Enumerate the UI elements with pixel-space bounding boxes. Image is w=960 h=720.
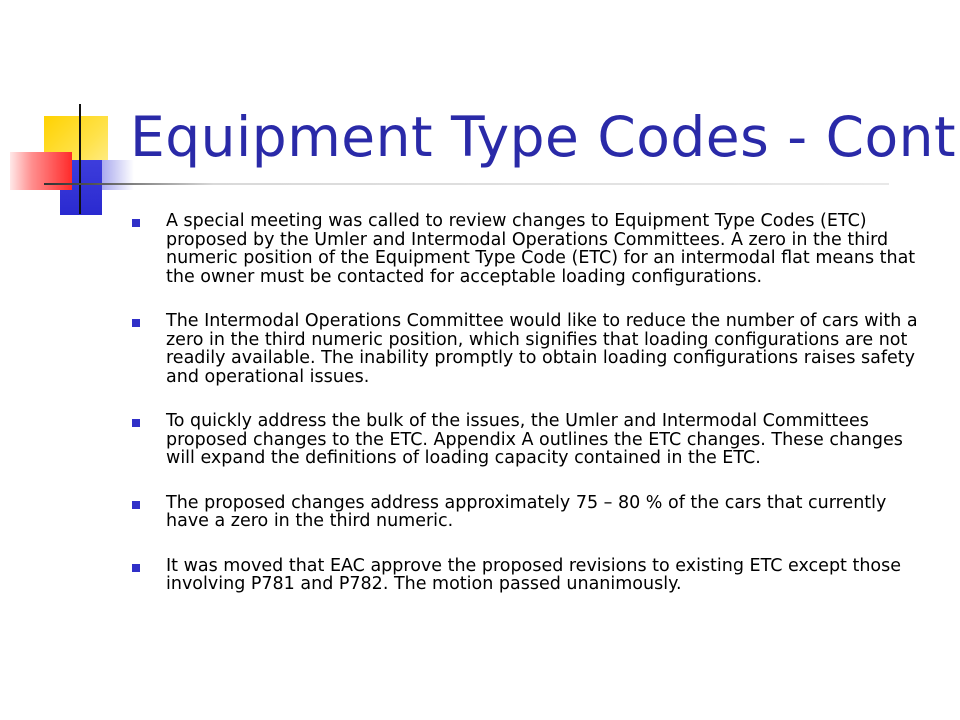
bullet-item-2 (132, 312, 924, 386)
square-bullet-icon (132, 564, 140, 572)
square-bullet-icon (132, 319, 140, 327)
slide-title: Equipment Type Codes - Cont (130, 105, 957, 169)
bullet-text: The Intermodal Operations Committee would like to reduce the number of cars with a zero in the third numeric position, which signifies that loading configurations are not readily available. The inability promptly to obtain loading configurations raises safety and operational issues. (166, 311, 918, 387)
square-bullet-icon (132, 501, 140, 509)
decorative-vertical-line (79, 104, 81, 214)
bullet-item-4 (132, 494, 924, 531)
bullet-text: A special meeting was called to review changes to Equipment Type Codes (ETC) proposed by the Umler and Intermodal Operations Committees. A zero in the third numeric position of the Equipment Type Code (ETC) for an intermodal flat means that the owner must be contacted for acceptable loading configurations. (166, 211, 916, 287)
square-bullet-icon (132, 219, 140, 227)
square-bullet-icon (132, 419, 140, 427)
bullet-text: It was moved that EAC approve the proposed revisions to existing ETC except those involving P781 and P782. The motion passed unanimously. (166, 555, 902, 594)
bullet-item-3 (132, 412, 924, 468)
bullet-item-1 (132, 212, 924, 286)
title-underline (44, 183, 889, 185)
bullet-text: To quickly address the bulk of the issues, the Umler and Intermodal Committees proposed changes to the ETC. Appendix A outlines the ETC changes. These changes will expand the definitions of loading capacity contained in the ETC. (166, 411, 903, 468)
bullet-text: The proposed changes address approximately 75 – 80 % of the cars that currently have a zero in the third numeric. (166, 492, 887, 531)
bullet-item-5 (132, 557, 924, 594)
bullet-list (132, 212, 924, 620)
